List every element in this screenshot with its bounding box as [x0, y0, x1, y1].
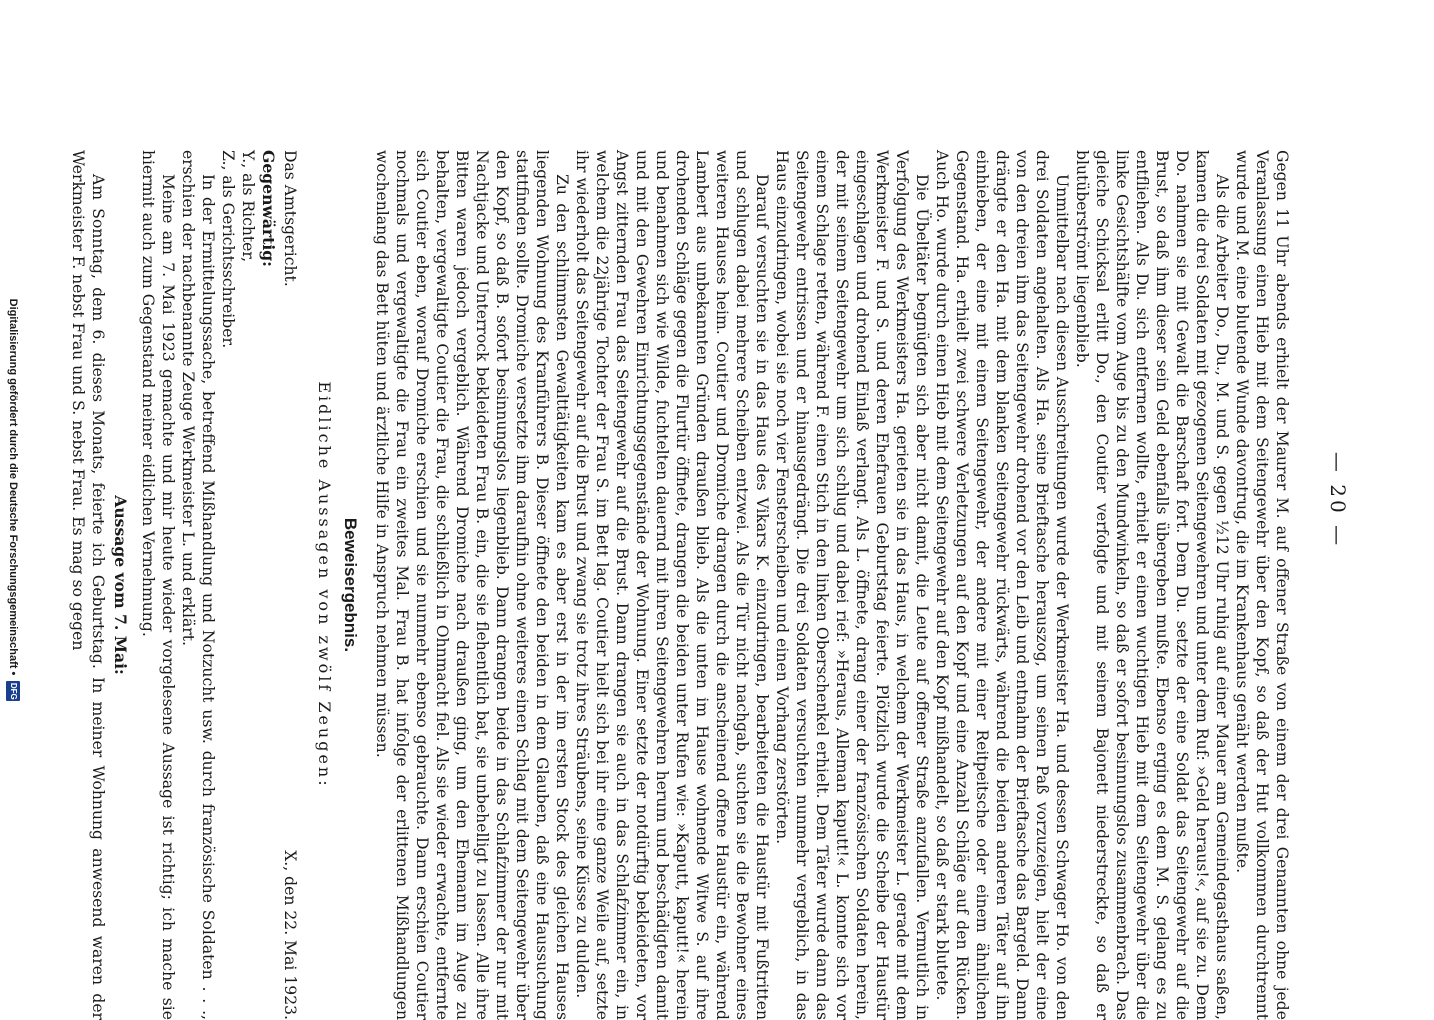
- statement-start: Am Sonntag, dem 6. dieses Monats, feierte ich Geburtstag. In meiner Wohnung anwesend waren der Werkmeister F. nebst Frau und S. nebst Frau. Es mag so gegen: [69, 150, 107, 1020]
- statement-title: Aussage vom 7. Mai:: [111, 495, 130, 675]
- statement-intro: Meine am 7. Mai 1923 gemachte und mir heute wieder vorgelesene Aussage ist richtig; ich mache sie hiermit auch zum Gegenstand meiner eidlichen Vernehmung.: [139, 150, 177, 1020]
- paragraph: Zu den schlimmsten Gewalttätigkeiten kam es aber erst in der im ersten Stock des gleichen Hauses liegenden Wohnung des Kranführers B. Dieser öffnete den beiden in dem Glauben, daß eine Haussuchung stattfinden sollte. Dromiche versetzte ihm daraufhin ohne weiteres einen Schlag mit dem Seitengewehr über den Kopf, so daß B. sofort besinnungslos liegenblieb. Dann drangen beide in das Schlafzimmer der nur mit Nachtjacke und Unterrock bekleideten Frau B. ein, die sie flehentlich bat, sie unbehelligt zu lassen. Alle ihre Bitten waren jedoch vergeblich. Während Dromiche nach draußen ging, um den Ehemann im Auge zu behalten, vergewaltigte Coutier die Frau, die schließlich in Ohnmacht fiel. Als sie wieder erwachte, entfernte sich Coutier eben, worauf Dromiche erschien und sie nunmehr ebenso gebrauchte. Dann erschien Coutier nochmals und vergewaltigte die Frau ein zweites Mal. Frau B. hat infolge der erlittenen Mißhandlungen wochenlang das Bett hüten und ärztliche Hilfe in Anspruch nehmen müssen.: [373, 150, 571, 1020]
- paragraph: Gegen 11 Uhr abends erhielt der Maurer M. auf offener Straße von einem der drei Genannten ohne jede Veranlassung einen Hieb mit dem Seitengewehr über den Kopf, so daß der Hut vollkommen durchtrennt wurde und M. eine blutende Wunde davontrug, die im Krankenhaus genäht werden mußte.: [1233, 150, 1291, 1020]
- investigation-text: In der Ermittelungssache, betreffend Mißhandlung und Notzucht usw. durch französische Soldaten . . ., erschien der nachbenannte Zeuge Werkmeister L. und erklärt.: [179, 150, 217, 1020]
- clerk-line: Z., als Gerichtsschreiber.: [219, 150, 237, 349]
- place-date: X., den 22. Mai 1923.: [281, 850, 299, 1020]
- paragraph: Als die Arbeiter Do., Du., M. und S. gegen ½12 Uhr ruhig auf einer Mauer am Gemeindegasthaus saßen, kamen die drei Soldaten mit gezogenen Seitengewehren und unter dem Ruf: »Geld heraus!«, auf sie zu. Dem Do. nahmen sie mit Gewalt die Barschaft fort. Dem Du. setzte der eine Soldat das Seitengewehr auf die Brust, so daß ihm dieser sein Geld ebenfalls übergeben mußte. Ebenso erging es dem M. S. gelang es zu entfliehen. Als Du. sich entfernen wollte, erhielt er einen wuchtigen Hieb mit dem Seitengewehr über die linke Gesichtshälfte vom Auge bis zu den Mundwinkeln, so daß er sofort besinnungslos zusammenbrach. Das gleiche Schicksal erlitt Do., den Coutier verfolgte und mit seinem Bajonett niederstreckte, so daß er blutüberströmt liegenblieb.: [1073, 150, 1231, 1020]
- section-subheading: Eidliche Aussagen von zwölf Zeugen:: [315, 381, 334, 789]
- section-heading: Beweisergebnis.: [341, 517, 360, 653]
- page-number: — 20 —: [1326, 451, 1350, 549]
- paragraph: Unmittelbar nach diesen Ausschreitungen wurde der Werkmeister Ha. und dessen Schwager Ho. von den drei Soldaten angehalten. Als Ha. seine Brieftasche herauszog, um seinen Paß vorzuzeigen, hielt der eine von den dreien ihm das Seitengewehr drohend vor den Leib und entnahm der Brieftasche das Bargeld. Dann drängte er den Ha. mit dem blanken Seitengewehr rückwärts, während die beiden anderen Täter auf ihn einhieben, der eine mit einem Seitengewehr, der andere mit einer Reitpeitsche oder einem ähnlichen Gegenstand. Ha. erhielt zwei schwere Verletzungen auf den Kopf und eine Anzahl Schläge auf den Rücken. Auch Ho. wurde durch einen Hieb mit dem Seitengewehr auf den Kopf mißhandelt, so daß er stark blutete.: [933, 150, 1071, 1020]
- main-text: [68, 150, 1292, 1020]
- court-header: [280, 150, 300, 1020]
- paragraph: Die Übeltäter begnügten sich aber nicht damit, die Leute auf offener Straße anzufallen. Vermutlich in Verfolgung des Werkmeisters Ha. gerieten sie in das Haus, in welchem der Werkmeister L. gerade mit dem Werkmeister F. und S. und deren Ehefrauen Geburtstag feierte. Plötzlich wurde die Scheibe der Haustür eingeschlagen und drohend Einlaß verlangt. Als L. öffnete, drang einer der französischen Soldaten herein, der mit seinem Seitengewehr um sich schlug und dabei rief: »Heraus, Alleman kaputt!« L. konnte sich vor einem Schlage retten, während F. einen Stich in den linken Oberschenkel erhielt. Dem Täter wurde dann das Seitengewehr entrissen und er hinausgedrängt. Die drei Soldaten versuchten nunmehr vergeblich, in das Haus einzudringen, wobei sie noch vier Fensterscheiben und einen Vorhang zerstörten.: [773, 150, 931, 1020]
- footer-text: Digitalisierung gefördert durch die Deutsche Forschungsgemeinschaft •: [7, 298, 19, 676]
- paragraph: Darauf versuchten sie in das Haus des Vikars K. einzudringen, bearbeiteten die Haustür mit Fußtritten und schlugen dabei mehrere Scheiben entzwei. Als die Tür nicht nachgab, suchten sie die Bewohner eines weiteren Hauses heim. Coutier und Dromiche drangen durch die anscheinend offene Haustür ein, während Lambert aus unbekannten Gründen draußen blieb. Als die unten im Hause wohnende Witwe S. auf ihre drohenden Schläge gegen die Flurtür öffnete, drangen die beiden unter Rufen wie: »Kaputt, kaputt!« herein und benahmen sich wie Wilde, fuchtelten dauernd mit ihren Seitengewehren herum und beschädigten damit und mit den Gewehren Einrichtungsgegenstände der Wohnung. Einer setzte der notdürftig bekleideten, vor Angst zitternden Frau das Seitengewehr auf die Brust. Dann drangen sie auch in das Schlafzimmer ein, in welchem die 22jährige Tochter der Frau S. im Bett lag. Coutier hielt sich bei ihr eine ganze Weile auf, setzte ihr wiederholt das Seitengewehr auf die Brust und zwang sie trotz ihres Sträubens, seine Küsse zu dulden.: [573, 150, 771, 1020]
- footer: [6, 0, 20, 1000]
- dfg-logo-icon: DFG: [6, 681, 20, 701]
- present-label: Gegenwärtig:: [259, 150, 278, 267]
- court-name: Das Amtsgericht.: [281, 150, 299, 287]
- judge-line: Y., als Richter,: [239, 150, 257, 263]
